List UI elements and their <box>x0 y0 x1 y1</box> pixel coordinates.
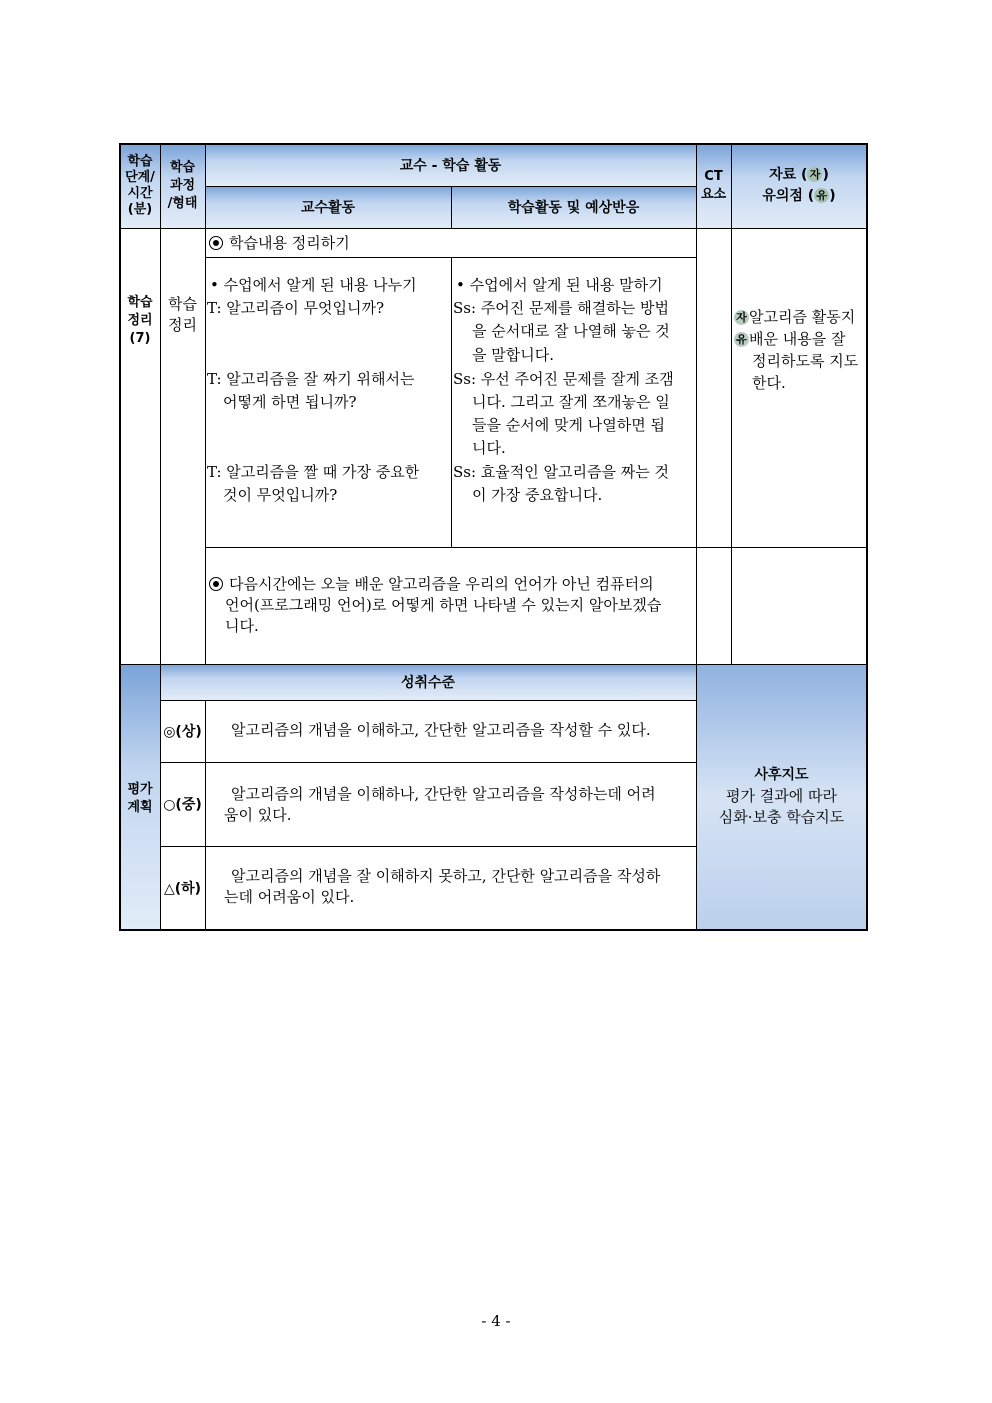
table-border <box>866 143 868 931</box>
student-line: 을 순서대로 잘 나열해 놓은 것 <box>472 322 670 340</box>
table-rule <box>731 144 732 664</box>
table-rule <box>160 144 161 930</box>
table-rule <box>451 257 452 547</box>
student-line: 들을 순서에 맞게 나열하면 됩 <box>472 416 665 434</box>
caution-badge-icon: 유 <box>734 332 749 347</box>
table-rule <box>160 762 696 763</box>
table-border <box>119 143 121 931</box>
student-line: Ss: 우선 주어진 문제를 잘게 조갬 <box>453 370 674 388</box>
teacher-line: • 수업에서 알게 된 내용 나누기 <box>210 276 417 294</box>
level-mark: ○(중) <box>163 797 202 813</box>
bullet-icon <box>209 236 223 250</box>
summary-title: 학습내용 정리하기 <box>209 232 350 254</box>
table-rule <box>451 186 452 228</box>
student-line: 니다. 그리고 잘게 쪼개놓은 일 <box>472 393 670 411</box>
level-description: 알고리즘의 개념을 잘 이해하지 못하고, 간단한 알고리즘을 작성하 는데 어려움이 있다. <box>224 867 661 906</box>
student-line: Ss: 효율적인 알고리즘을 짜는 것 <box>453 463 669 481</box>
level-mark: ◎(상) <box>163 724 202 740</box>
header-stage: 학습 단계/ 시간 (분) <box>125 154 155 217</box>
table-border <box>119 143 868 145</box>
header-teacher: 교수활동 <box>300 200 356 216</box>
table-rule <box>205 144 206 664</box>
level-description: 알고리즘의 개념을 이해하나, 간단한 알고리즘을 작성하는데 어려 움이 있다. <box>224 785 656 824</box>
student-line: 이 가장 중요합니다. <box>472 486 603 504</box>
teacher-line: 것이 무엇입니까? <box>223 486 338 504</box>
teacher-line: T: 알고리즘이 무엇입니까? <box>207 299 385 317</box>
level-mark: △(하) <box>163 881 202 897</box>
header-process: 학습 과정 /형태 <box>167 160 198 211</box>
teacher-line: T: 알고리즘을 잘 짜기 위해서는 <box>207 370 415 388</box>
table-border <box>119 929 868 931</box>
student-line: 을 말합니다. <box>472 346 554 364</box>
materials-note: 자 알고리즘 활동지 유 배운 내용을 잘 정리하도록 지도 한다. <box>734 306 867 394</box>
student-line: 니다. <box>472 439 506 457</box>
stage-process: 학습 정리 <box>168 295 197 334</box>
level-description: 알고리즘의 개념을 이해하고, 간단한 알고리즘을 작성할 수 있다. <box>231 721 651 739</box>
student-line: • 수업에서 알게 된 내용 말하기 <box>456 276 663 294</box>
table-rule <box>120 664 867 665</box>
table-rule <box>120 228 867 229</box>
evaluation-label: 평가 계획 <box>127 782 153 815</box>
teacher-line: 어떻게 하면 됩니까? <box>223 393 357 411</box>
table-rule <box>160 846 696 847</box>
followup-guidance: 사후지도 평가 결과에 따라 심화·보충 학습지도 <box>718 767 845 826</box>
table-rule <box>696 144 697 930</box>
caution-badge-icon: 유 <box>814 188 829 203</box>
student-line: Ss: 주어진 문제를 해결하는 방법 <box>453 299 669 317</box>
page-number: - 4 - <box>481 1312 511 1330</box>
stage-name: 학습 정리 (7) <box>127 295 153 346</box>
header-material: 자료 ( 자 ) 유의점 ( 유 ) <box>762 167 836 204</box>
table-rule <box>205 547 867 548</box>
table-rule <box>160 700 696 701</box>
table-rule <box>205 700 206 930</box>
teacher-line: T: 알고리즘을 짤 때 가장 중요한 <box>207 463 420 481</box>
achievement-header: 성취수준 <box>400 675 456 691</box>
material-badge-icon: 자 <box>734 310 749 325</box>
header-activity: 교수 - 학습 활동 <box>399 158 502 174</box>
header-student: 학습활동 및 예상반응 <box>507 200 640 216</box>
next-class-note: 다음시간에는 오늘 배운 알고리즘을 우리의 언어가 아닌 컴퓨터의 언어(프로그래밍 언어)로 어떻게 하면 나타낼 수 있는지 알아보겠습 니다. <box>209 574 661 637</box>
bullet-icon <box>209 577 223 591</box>
material-badge-icon: 자 <box>807 167 822 182</box>
header-ct: CT 요소 <box>700 169 727 202</box>
